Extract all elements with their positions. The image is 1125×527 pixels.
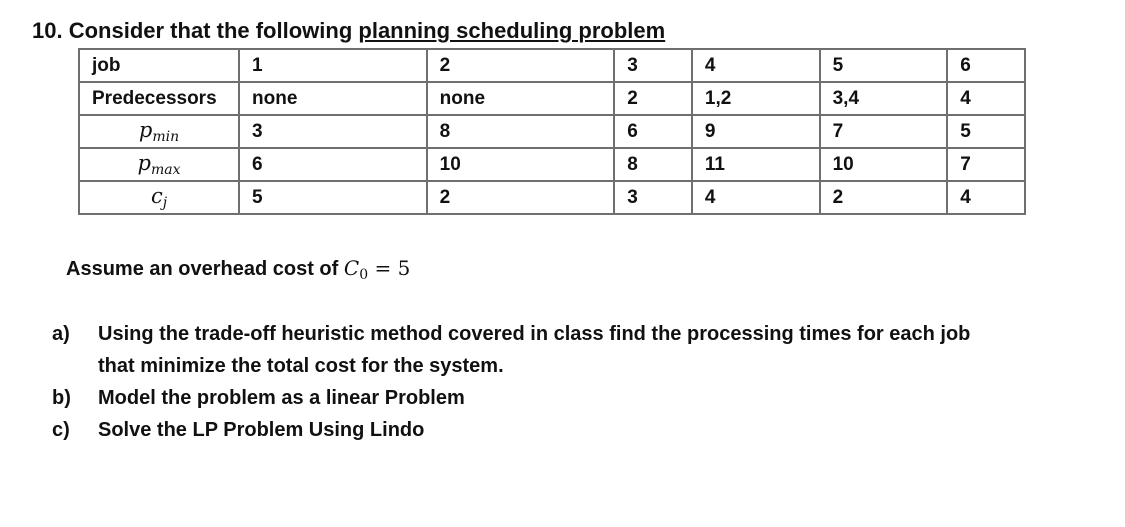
question-a — [52, 318, 970, 382]
cell-job-6: 6 — [947, 49, 1025, 82]
question-a-line1: Using the trade-off heuristic method covered in class find the processing times for each job — [98, 323, 971, 345]
cell-job-3: 3 — [614, 49, 692, 82]
cell-cj-6: 4 — [947, 181, 1025, 214]
cell-pmax-6: 7 — [947, 148, 1025, 181]
row-label-predecessors: Predecessors — [79, 82, 239, 115]
table-row-predecessors — [79, 82, 1025, 115]
cell-pred-1: none — [239, 82, 427, 115]
cell-pmax-2: 10 — [427, 148, 615, 181]
overhead-text: Assume an overhead cost of — [66, 258, 339, 280]
row-label-job: job — [79, 49, 239, 82]
table-row-pmax — [79, 148, 1025, 181]
question-b — [52, 382, 465, 414]
cell-job-4: 4 — [692, 49, 820, 82]
cell-pmin-3: 6 — [614, 115, 692, 148]
row-label-pmin: $p_{min}$ — [79, 115, 239, 148]
question-b-label: b) — [52, 387, 71, 409]
cell-pmin-1: 3 — [239, 115, 427, 148]
cell-cj-4: 4 — [692, 181, 820, 214]
question-c-label: c) — [52, 419, 70, 441]
question-c-line1: Solve the LP Problem Using Lindo — [98, 419, 425, 441]
cell-job-2: 2 — [427, 49, 615, 82]
problem-number: 10. — [32, 18, 63, 43]
cell-cj-2: 2 — [427, 181, 615, 214]
row-label-pmax: $p_{max}$ — [79, 148, 239, 181]
cell-pred-4: 1,2 — [692, 82, 820, 115]
cell-pmin-4: 9 — [692, 115, 820, 148]
question-a-label: a) — [52, 323, 70, 345]
table-row-pmin — [79, 115, 1025, 148]
cell-pred-6: 4 — [947, 82, 1025, 115]
overhead-equation: $C_0 = 5$ — [343, 256, 411, 283]
scheduling-table — [78, 48, 1026, 215]
cell-pred-5: 3,4 — [820, 82, 948, 115]
table-row-cj — [79, 181, 1025, 214]
problem-intro-text: Consider that the following — [68, 18, 353, 43]
row-label-cj: $c_j$ — [79, 181, 239, 214]
cell-pmin-5: 7 — [820, 115, 948, 148]
question-b-line1: Model the problem as a linear Problem — [98, 387, 465, 409]
cell-pmax-1: 6 — [239, 148, 427, 181]
cell-pmin-6: 5 — [947, 115, 1025, 148]
cell-pred-2: none — [427, 82, 615, 115]
cell-cj-3: 3 — [614, 181, 692, 214]
cell-job-1: 1 — [239, 49, 427, 82]
question-c — [52, 414, 424, 446]
cell-cj-5: 2 — [820, 181, 948, 214]
cell-pmin-2: 8 — [427, 115, 615, 148]
problem-intro-underlined: planning scheduling problem — [358, 18, 666, 43]
question-a-line2: that minimize the total cost for the system. — [98, 355, 504, 377]
cell-pmax-4: 11 — [692, 148, 820, 181]
cell-pmax-5: 10 — [820, 148, 948, 181]
overhead-cost-statement — [66, 256, 410, 283]
table-row-job — [79, 49, 1025, 82]
cell-job-5: 5 — [820, 49, 948, 82]
cell-pmax-3: 8 — [614, 148, 692, 181]
cell-cj-1: 5 — [239, 181, 427, 214]
problem-heading — [32, 18, 665, 44]
cell-pred-3: 2 — [614, 82, 692, 115]
